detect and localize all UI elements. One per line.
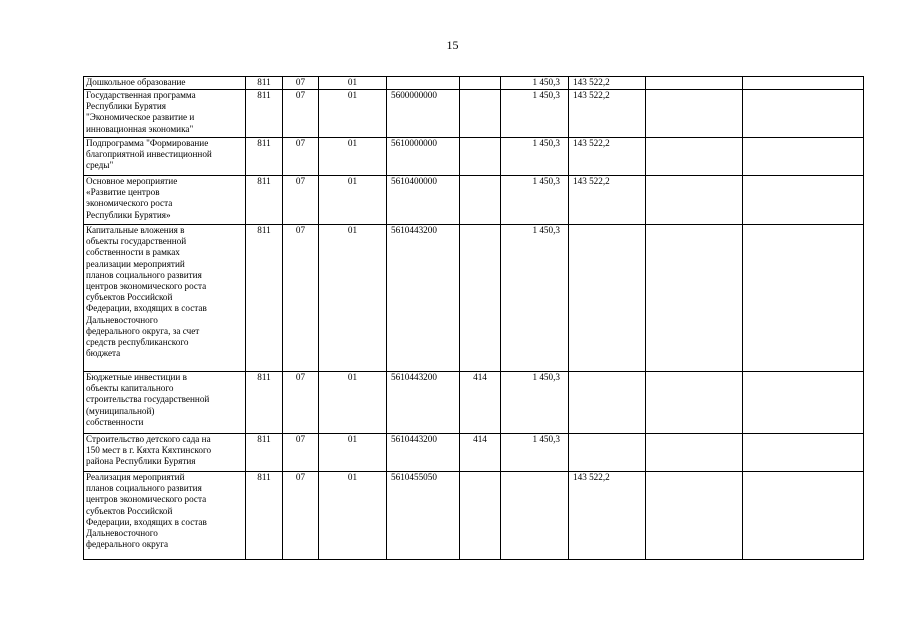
cell-csr: 5610455050: [387, 472, 460, 560]
table-row: [84, 176, 864, 225]
cell-name: Дошкольное образование: [84, 77, 246, 90]
cell-rz: 07: [283, 77, 319, 90]
cell-sum-3: [646, 77, 743, 90]
cell-sum-4: [743, 77, 864, 90]
cell-sum-2: 143 522,2: [569, 138, 646, 176]
cell-csr: 5610443200: [387, 434, 460, 472]
cell-sum-1: 1 450,3: [501, 225, 569, 372]
cell-pr: 01: [319, 138, 387, 176]
cell-ved: 811: [246, 138, 283, 176]
cell-sum-2: 143 522,2: [569, 77, 646, 90]
cell-vr: 414: [460, 434, 501, 472]
cell-sum-1: 1 450,3: [501, 434, 569, 472]
cell-sum-1: 1 450,3: [501, 176, 569, 225]
cell-csr: 5610443200: [387, 372, 460, 434]
cell-sum-4: [743, 225, 864, 372]
cell-name: Капитальные вложения в объекты государственной собственности в рамках реализации мероприятий планов социального развития центров экономического роста субъектов Российской Федерации, входящих в состав Дальневосточного федерального округа, за счет средств республиканского бюджета: [84, 225, 246, 372]
cell-name: Основное мероприятие «Развитие центров экономического роста Республики Бурятия»: [84, 176, 246, 225]
cell-sum-2: [569, 372, 646, 434]
cell-csr: 5600000000: [387, 90, 460, 138]
cell-sum-3: [646, 372, 743, 434]
budget-table: [83, 76, 864, 560]
cell-vr: [460, 472, 501, 560]
table-row: [84, 472, 864, 560]
cell-pr: 01: [319, 90, 387, 138]
cell-sum-1: 1 450,3: [501, 372, 569, 434]
table-row: [84, 90, 864, 138]
cell-pr: 01: [319, 372, 387, 434]
cell-csr: 5610443200: [387, 225, 460, 372]
cell-rz: 07: [283, 138, 319, 176]
cell-pr: 01: [319, 176, 387, 225]
cell-name: Реализация мероприятий планов социального развития центров экономического роста субъектов Российской Федерации, входящих в состав Дальневосточного федерального округа: [84, 472, 246, 560]
cell-vr: [460, 90, 501, 138]
cell-name: Строительство детского сада на 150 мест в г. Кяхта Кяхтинского района Республики Бурятия: [84, 434, 246, 472]
table-row: [84, 434, 864, 472]
cell-name: Государственная программа Республики Бурятия "Экономическое развитие и инновационная экономика": [84, 90, 246, 138]
cell-ved: 811: [246, 77, 283, 90]
cell-vr: [460, 77, 501, 90]
cell-sum-2: 143 522,2: [569, 90, 646, 138]
cell-pr: 01: [319, 77, 387, 90]
cell-csr: [387, 77, 460, 90]
cell-rz: 07: [283, 176, 319, 225]
cell-sum-1: 1 450,3: [501, 77, 569, 90]
cell-csr: 5610400000: [387, 176, 460, 225]
cell-ved: 811: [246, 434, 283, 472]
cell-ved: 811: [246, 90, 283, 138]
cell-name: Бюджетные инвестиции в объекты капитального строительства государственной (муниципальной) собственности: [84, 372, 246, 434]
budget-table-body: [84, 77, 864, 560]
cell-rz: 07: [283, 225, 319, 372]
cell-rz: 07: [283, 372, 319, 434]
cell-sum-3: [646, 472, 743, 560]
table-row: [84, 138, 864, 176]
cell-ved: 811: [246, 225, 283, 372]
cell-sum-3: [646, 225, 743, 372]
cell-pr: 01: [319, 225, 387, 372]
cell-sum-2: [569, 225, 646, 372]
cell-rz: 07: [283, 90, 319, 138]
cell-ved: 811: [246, 176, 283, 225]
cell-pr: 01: [319, 472, 387, 560]
cell-sum-3: [646, 434, 743, 472]
cell-sum-4: [743, 90, 864, 138]
cell-rz: 07: [283, 434, 319, 472]
cell-sum-1: 1 450,3: [501, 90, 569, 138]
table-row: [84, 372, 864, 434]
page-number: 15: [446, 38, 459, 52]
table-row: [84, 225, 864, 372]
cell-vr: [460, 176, 501, 225]
cell-pr: 01: [319, 434, 387, 472]
cell-sum-2: [569, 434, 646, 472]
cell-vr: [460, 138, 501, 176]
cell-sum-3: [646, 138, 743, 176]
cell-sum-4: [743, 138, 864, 176]
cell-csr: 5610000000: [387, 138, 460, 176]
cell-ved: 811: [246, 372, 283, 434]
cell-sum-1: 1 450,3: [501, 138, 569, 176]
cell-rz: 07: [283, 472, 319, 560]
cell-vr: 414: [460, 372, 501, 434]
cell-sum-3: [646, 90, 743, 138]
cell-sum-4: [743, 372, 864, 434]
table-row: [84, 77, 864, 90]
cell-sum-1: [501, 472, 569, 560]
cell-name: Подпрограмма "Формирование благоприятной инвестиционной среды": [84, 138, 246, 176]
cell-vr: [460, 225, 501, 372]
cell-sum-4: [743, 434, 864, 472]
cell-sum-3: [646, 176, 743, 225]
cell-ved: 811: [246, 472, 283, 560]
cell-sum-2: 143 522,2: [569, 472, 646, 560]
cell-sum-2: 143 522,2: [569, 176, 646, 225]
cell-sum-4: [743, 176, 864, 225]
cell-sum-4: [743, 472, 864, 560]
